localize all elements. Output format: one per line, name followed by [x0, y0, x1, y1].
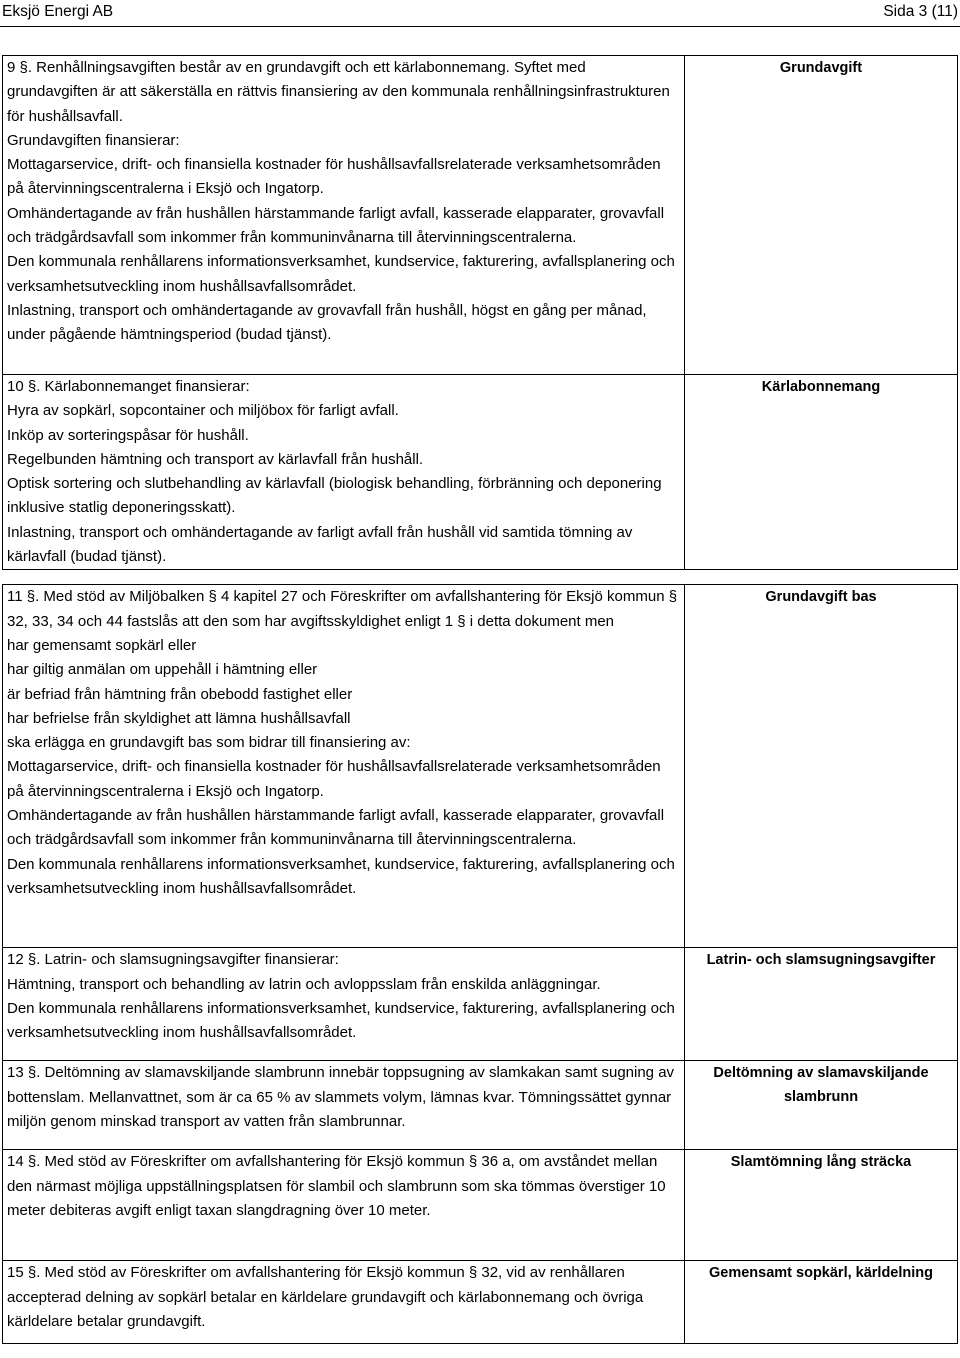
paragraph: Den kommunala renhållarens informationsverksamhet, kundservice, fakturering, avfallsplanering och verksamhetsutveckling inom hushållsavfallsområdet. [7, 253, 675, 295]
paragraph: Regelbunden hämtning och transport av kärlavfall från hushåll. [7, 450, 424, 468]
table-row-latrin [3, 948, 958, 1061]
paragraph: 9 §. Renhållningsavgiften består av en grundavgift och ett kärlabonnemang. Syftet med grundavgiften är att säkerställa en rättvis finansiering av den kommunala renhållningsinfrastrukturen för hushållsavfall. [7, 59, 670, 125]
page-header [0, 0, 960, 26]
paragraph: har gemensamt sopkärl eller [7, 636, 197, 654]
paragraph: Hämtning, transport och behandling av latrin och avloppsslam från enskilda anläggningar. [7, 975, 601, 993]
section-heading: Gemensamt sopkärl, kärldelning [685, 1261, 958, 1344]
header-divider [0, 26, 960, 27]
section-heading: Grundavgift bas [685, 585, 958, 948]
section-text [3, 948, 685, 1061]
paragraph: Inlastning, transport och omhändertagande av grovavfall från hushåll, högst en gång per månad, under pågående hämtningsperiod (budad tjänst). [7, 301, 647, 344]
paragraph: har befrielse från skyldighet att lämna hushållsavfall [7, 709, 351, 727]
paragraph: ska erlägga en grundavgift bas som bidrar till finansiering av: [7, 734, 411, 752]
table-row-grundavgift-bas [3, 585, 958, 948]
paragraph: 11 §. Med stöd av Miljöbalken § 4 kapitel 27 och Föreskrifter om avfallshantering för Eksjö kommun § 32, 33, 34 och 44 fastslås att den som har avgiftsskyldighet enligt 1 § i detta dokument men [7, 588, 678, 630]
section-heading: Deltömning av slamavskiljande slambrunn [685, 1061, 958, 1150]
table-row-grundavgift [3, 56, 958, 375]
section-text [3, 1150, 685, 1261]
table-gap [3, 570, 958, 585]
paragraph: är befriad från hämtning från obebodd fastighet eller [7, 685, 353, 703]
section-text [3, 1061, 685, 1150]
fee-table [2, 55, 958, 1344]
section-heading: Latrin- och slamsugningsavgifter [685, 948, 958, 1061]
paragraph: Omhändertagande av från hushållen härstammande farligt avfall, kasserade elapparater, grovavfall och trädgårdsavfall som inkommer från kommuninvånarna till återvinningscentralerna. [7, 204, 665, 247]
table-row-karlabonnemang [3, 375, 958, 570]
paragraph: Mottagarservice, drift- och finansiella kostnader för hushållsavfallsrelaterade verksamhetsområden på återvinningscentralerna i Eksjö och Ingatorp. [7, 156, 661, 198]
paragraph: Grundavgiften finansierar: [7, 131, 180, 149]
paragraph: 10 §. Kärlabonnemanget finansierar: [7, 378, 250, 395]
company-name: Eksjö Energi AB [2, 3, 114, 20]
paragraph: Inlastning, transport och omhändertagande av farligt avfall från hushåll vid samtida tömning av kärlavfall (budad tjänst). [7, 523, 633, 566]
section-heading: Slamtömning lång sträcka [685, 1150, 958, 1261]
paragraph: 14 §. Med stöd av Föreskrifter om avfallshantering för Eksjö kommun § 36 a, om avståndet mellan den närmast möjliga uppställningsplatsen för slambil och slambrunn som ska tömmas överstiger 10 meter debiteras avgift enligt taxan slangdragning över 10 meter. [7, 1153, 666, 1219]
paragraph: Omhändertagande av från hushållen härstammande farligt avfall, kasserade elapparater, grovavfall och trädgårdsavfall som inkommer från kommuninvånarna till återvinningscentralerna. [7, 807, 665, 849]
paragraph: Inköp av sorteringspåsar för hushåll. [7, 426, 249, 444]
paragraph: 13 §. Deltömning av slamavskiljande slambrunn innebär toppsugning av slamkakan samt sugning av bottenslam. Mellanvattnet, som är ca 65 % av slammets volym, lämnas kvar. Tömningssättet gynnar miljön genom minskad transport av vatten från slambrunnar. [7, 1064, 675, 1130]
paragraph: Den kommunala renhållarens informationsverksamhet, kundservice, fakturering, avfallsplanering och verksamhetsutveckling inom hushållsavfallsområdet. [7, 855, 675, 897]
section-heading: Kärlabonnemang [685, 375, 958, 570]
section-text [3, 56, 685, 375]
paragraph: har giltig anmälan om uppehåll i hämtning eller [7, 661, 318, 679]
page-number: Sida 3 (11) [883, 3, 958, 20]
section-text [3, 375, 685, 570]
paragraph: Hyra av sopkärl, sopcontainer och miljöbox för farligt avfall. [7, 402, 399, 420]
section-text [3, 585, 685, 948]
paragraph: 12 §. Latrin- och slamsugningsavgifter finansierar: [7, 951, 339, 969]
table-row-slamtomning [3, 1150, 958, 1261]
table-row-deltomning [3, 1061, 958, 1150]
paragraph: 15 §. Med stöd av Föreskrifter om avfallshantering för Eksjö kommun § 32, vid av renhållaren accepterad delning av sopkärl betalar en kärldelare grundavgift och kärlabonnemang och övriga kärldelare betalar grundavgift. [7, 1264, 644, 1330]
table-row-karldelning [3, 1261, 958, 1344]
paragraph: Mottagarservice, drift- och finansiella kostnader för hushållsavfallsrelaterade verksamhetsområden på återvinningscentralerna i Eksjö och Ingatorp. [7, 758, 661, 800]
section-text [3, 1261, 685, 1344]
paragraph: Optisk sortering och slutbehandling av kärlavfall (biologisk behandling, förbränning och deponering inklusive statlig deponeringsskatt). [7, 475, 662, 517]
paragraph: Den kommunala renhållarens informationsverksamhet, kundservice, fakturering, avfallsplanering och verksamhetsutveckling inom hushållsavfallsområdet. [7, 999, 675, 1042]
section-heading: Grundavgift [685, 56, 958, 375]
